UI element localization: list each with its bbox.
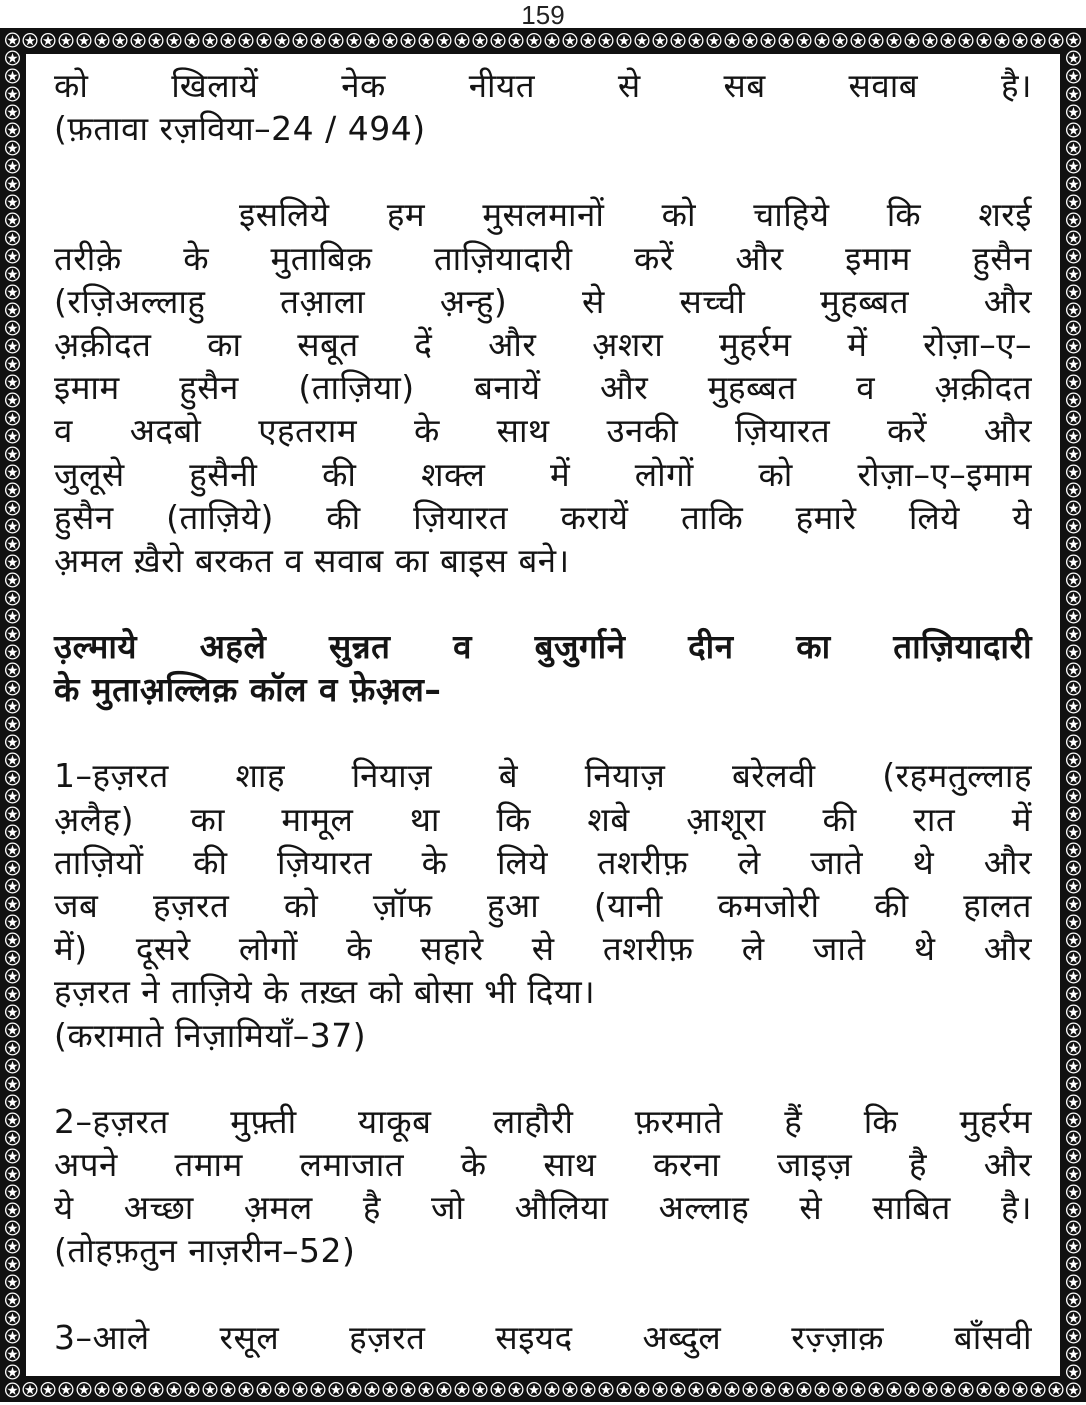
text-line: ताज़ियों की ज़ियारत के लिये तशरीफ़ ले जाते थे और bbox=[54, 842, 1032, 882]
text-line: अपने तमाम लमाजात के साथ करना जाइज़ है और bbox=[54, 1144, 1032, 1184]
text-line: 3–आले रसूल हज़रत सइयद अब्दुल रज़्ज़ाक़ बाँसवी bbox=[54, 1317, 1032, 1357]
text-line: व अदबो एहतराम के साथ उनकी ज़ियारत करें और bbox=[54, 411, 1032, 451]
paragraph-fatawa bbox=[54, 64, 1032, 150]
text-line: 1–हज़रत शाह नियाज़ बे नियाज़ बरेलवी (रहमतुल्लाह bbox=[54, 756, 1032, 796]
star-chain-border-top-icon bbox=[3, 31, 1083, 50]
citation: (करामाते निज़ामियाँ–37) bbox=[54, 1015, 367, 1055]
text-line: अ़लैह) का मामूल था कि शबे आ़शूरा की रात में bbox=[54, 799, 1032, 839]
paragraph-item-1 bbox=[54, 754, 1032, 1056]
text-line: अ़मल ख़ैरो बरकत व सवाब का बाइस बने। bbox=[54, 540, 570, 580]
text-content bbox=[54, 64, 1032, 1359]
star-chain-border-left-icon bbox=[3, 31, 22, 1399]
text-line: जुलूसे हुसैनी की शक्ल में लोगों को रोज़ा–ए–इमाम bbox=[54, 454, 1032, 494]
paragraph-item-3 bbox=[54, 1316, 1032, 1359]
paragraph-item-2 bbox=[54, 1100, 1032, 1273]
page-number: 159 bbox=[521, 0, 565, 30]
citation: (फ़तावा रज़विया–24 / 494) bbox=[54, 109, 426, 149]
text-line: इसलिये हम मुसलमानों को चाहिये कि शरई bbox=[239, 195, 1032, 235]
text-line: अ़क़ीदत का सबूत दें और अ़शरा मुहर्रम में रोज़ा–ए– bbox=[54, 324, 1032, 364]
page-body bbox=[22, 50, 1064, 1380]
text-line: को खिलायें नेक नीयत से सब सवाब है। bbox=[54, 66, 1032, 105]
text-line: 2–हज़रत मुफ़्ती याकूब लाहौरी फ़रमाते हैं कि मुहर्रम bbox=[54, 1101, 1032, 1141]
section-heading bbox=[54, 625, 1032, 711]
decorative-page-frame bbox=[0, 28, 1086, 1402]
citation: (तोहफ़तुन नाज़रीन–52) bbox=[54, 1231, 356, 1271]
text-line: में) दूसरे लोगों के सहारे से तशरीफ़ ले जाते थे और bbox=[54, 929, 1032, 969]
heading-line: के मुताअ़ल्लिक़ कॉल व फ़ेअ़ल– bbox=[54, 670, 442, 710]
text-line: ये अच्छा अ़मल है जो औलिया अल्लाह से साबित है। bbox=[54, 1188, 1032, 1228]
star-chain-border-right-icon bbox=[1064, 31, 1083, 1399]
text-line: हुसैन (ताज़िये) की ज़ियारत करायें ताकि हमारे लिये ये bbox=[54, 497, 1032, 537]
text-line: तरीक़े के मुताबिक़ ताज़ियादारी करें और इमाम हुसैन bbox=[54, 238, 1032, 278]
star-chain-border-bottom-icon bbox=[3, 1380, 1083, 1399]
text-line: हज़रत ने ताज़िये के तख़्त को बोसा भी दिया। bbox=[54, 972, 596, 1012]
heading-line: उ़ल्माये अहले सुन्नत व बुजुर्गाने दीन का ताज़ियादारी bbox=[54, 627, 1032, 667]
text-line: इमाम हुसैन (ताज़िया) बनायें और मुहब्बत व अ़क़ीदत bbox=[54, 368, 1032, 408]
text-line: जब हज़रत को ज़ॉफ हुआ (यानी कमजोरी की हालत bbox=[54, 886, 1032, 925]
text-line: (रज़िअल्लाहु तआ़ला अ़न्हु) से सच्ची मुहब्बत और bbox=[54, 281, 1032, 321]
paragraph-tazia-guidance bbox=[54, 193, 1032, 582]
